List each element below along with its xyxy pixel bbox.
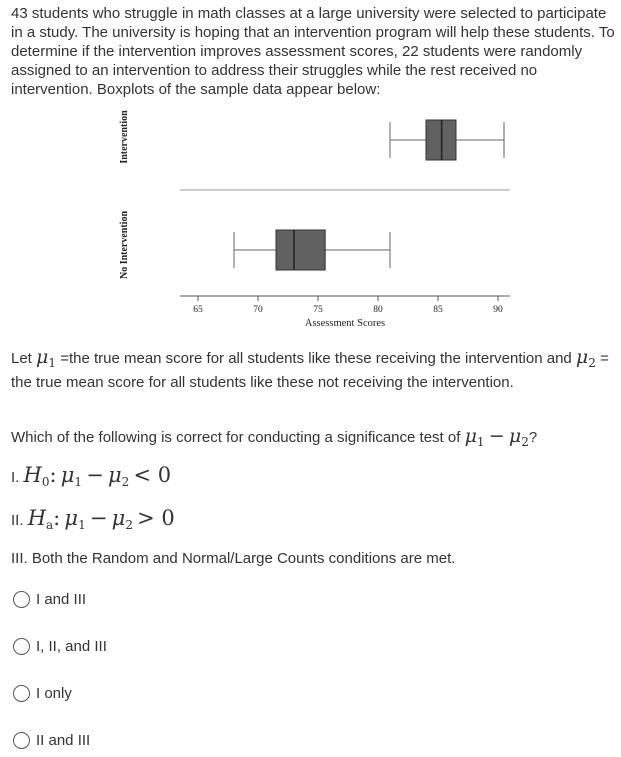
- y-label-intervention: Intervention: [119, 110, 130, 164]
- x-tick-label-65: 65: [193, 305, 203, 315]
- radio-button[interactable]: [13, 591, 30, 608]
- let-statement: [11, 348, 611, 392]
- radio-button[interactable]: [13, 685, 30, 702]
- x-tick-label-75: 75: [313, 305, 323, 315]
- option-i-ii-and-iii[interactable]: I, II, and III: [13, 638, 107, 655]
- question-ask: Which of the following is correct for conducting a significance test of $\mu_1 - \mu_2$?: [11, 425, 538, 449]
- no-intervention-box: [276, 230, 325, 270]
- let-text-3: = the true mean score for all students like these not receiving the intervention.: [11, 350, 609, 391]
- x-axis-label: Assessment Scores: [304, 318, 386, 329]
- question-intro: 43 students who struggle in math classes at a large university were selected to participate in a study. The university is hoping that an intervention program will help these students. To determine if the intervention improves assessment scores, 22 students were randomly assigned to an intervention to address their struggles while the rest received no intervention. Boxplots of the sample data appear below:: [11, 5, 615, 98]
- x-tick-label-80: 80: [373, 305, 383, 315]
- radio-button[interactable]: [13, 638, 30, 655]
- let-text-2: =the true mean score for all students like these receiving the intervention and: [60, 350, 572, 367]
- option-i-and-iii[interactable]: I and III: [13, 591, 86, 608]
- statement-1-label: I.: [11, 469, 20, 486]
- x-tick-label-90: 90: [493, 305, 503, 315]
- let-text-1: Let: [11, 350, 32, 367]
- radio-button[interactable]: [13, 732, 30, 749]
- mu2-symbol: $\mu_2$: [575, 346, 596, 370]
- statement-2: II. $H_a$: $\mu_1 - \mu_2 > 0$: [11, 506, 175, 532]
- y-label-no-intervention: No Intervention: [119, 210, 130, 280]
- statement-1: I. $H_0$: $\mu_1 - \mu_2 < 0$: [11, 463, 172, 489]
- statement-3: III. Both the Random and Normal/Large Counts conditions are met.: [11, 550, 456, 567]
- option-ii-and-iii[interactable]: II and III: [13, 732, 90, 749]
- ask-text: Which of the following is correct for conducting a significance test of: [11, 429, 461, 446]
- statement-2-label: II.: [11, 512, 24, 529]
- mu1-symbol: $\mu_1$: [36, 346, 57, 370]
- x-tick-label-70: 70: [253, 305, 263, 315]
- option-i-only[interactable]: I only: [13, 685, 72, 702]
- boxplot-chart: [100, 100, 530, 335]
- x-tick-label-85: 85: [433, 305, 443, 315]
